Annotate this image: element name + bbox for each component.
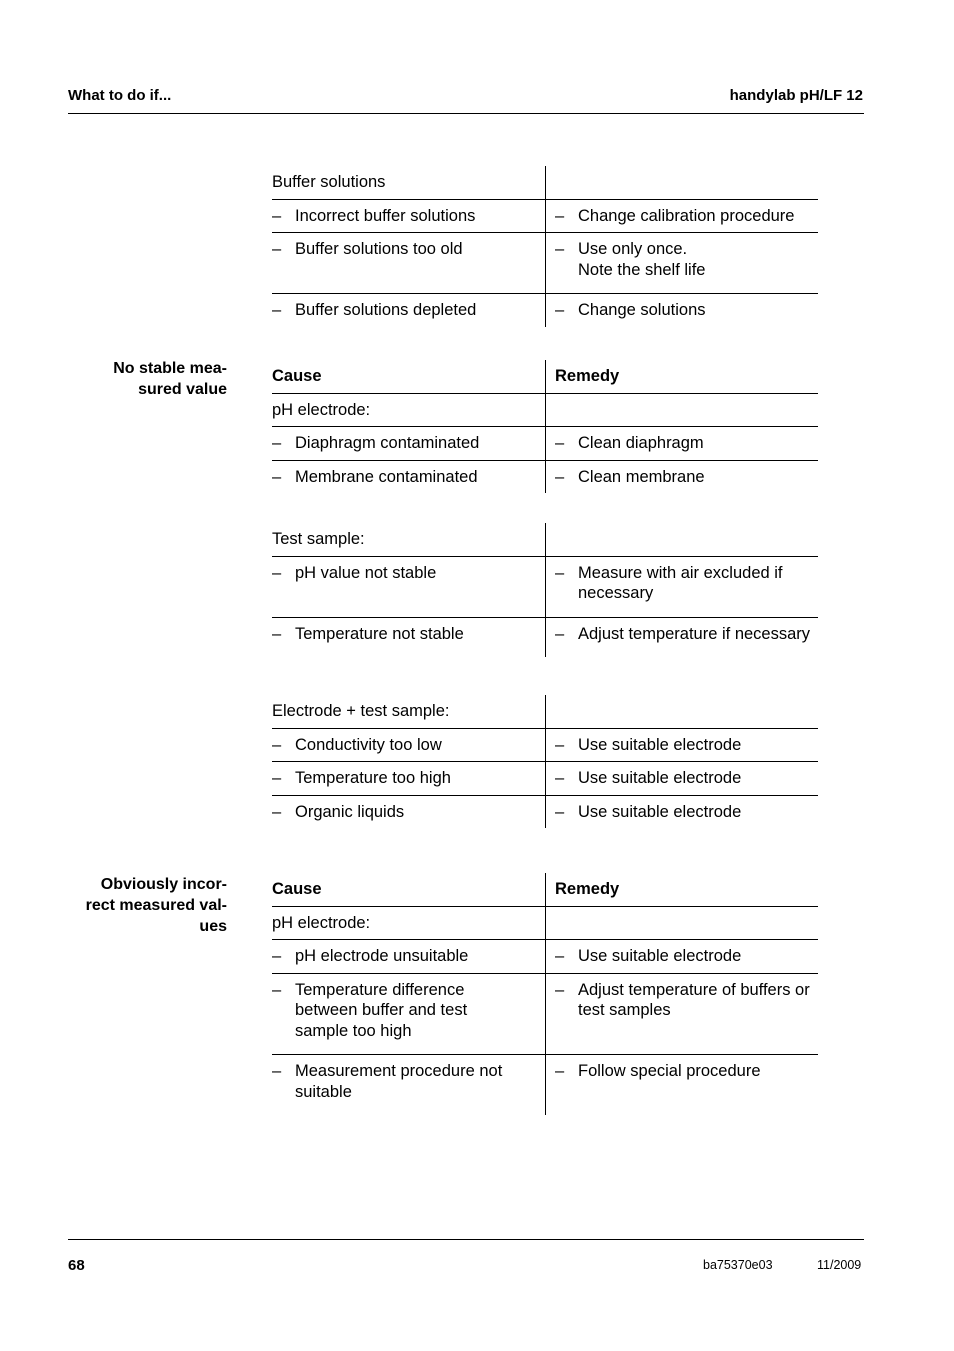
dash: – — [272, 301, 282, 319]
cause-text: Membrane contaminated — [295, 467, 478, 486]
dash: – — [272, 624, 282, 643]
remedy-text: Clean diaphragm — [578, 434, 704, 452]
empty-cell — [545, 523, 818, 556]
incorrect-ph-table — [272, 873, 818, 1115]
table-title-row — [272, 695, 818, 728]
empty-cell — [545, 907, 818, 940]
dash: – — [555, 1062, 565, 1080]
page-number: 68 — [68, 1257, 85, 1274]
table-title: Electrode + test sample: — [272, 702, 450, 720]
footer-rule — [68, 1239, 864, 1240]
empty-cell — [545, 394, 818, 427]
dash: – — [272, 467, 282, 486]
table-header-row — [272, 873, 818, 906]
dash: – — [272, 206, 282, 225]
dash: – — [272, 802, 282, 821]
table-row — [272, 232, 818, 293]
cause-text: Organic liquids — [295, 802, 405, 821]
header-product: handylab pH/LF 12 — [729, 87, 863, 104]
column-header-remedy: Remedy — [545, 873, 818, 906]
cause-text: pH electrode unsuitable — [295, 947, 469, 965]
remedy-text: Use suitable electrode — [578, 947, 742, 965]
table-title: pH electrode: — [272, 913, 371, 932]
remedy-text: Use suitable electrode — [578, 735, 742, 754]
table-row — [272, 939, 818, 973]
dash: – — [272, 947, 282, 965]
dash: – — [555, 802, 565, 821]
dash: – — [272, 769, 282, 787]
cause-text: Temperature not stable — [295, 624, 464, 643]
buffer-table — [272, 166, 818, 327]
table-title-row — [272, 166, 818, 199]
remedy-text: Follow special procedure — [578, 1062, 761, 1080]
remedy-text: Use suitable electrode — [578, 802, 742, 821]
table-title-row — [272, 523, 818, 556]
cause-text: Temperature difference between buffer and test sample too high — [295, 980, 468, 1040]
section-label-no-stable: No stable mea- sured value — [113, 360, 227, 398]
empty-cell — [545, 695, 818, 728]
empty-cell — [545, 166, 818, 199]
dash: – — [555, 206, 565, 225]
dash: – — [555, 735, 565, 754]
cause-text: pH value not stable — [295, 563, 437, 582]
header-rule — [68, 113, 864, 114]
table-title: Buffer solutions — [272, 173, 386, 191]
document-code: ba75370e03 — [703, 1258, 773, 1272]
document-date: 11/2009 — [817, 1258, 862, 1272]
dash: – — [555, 624, 565, 643]
cause-text: Buffer solutions too old — [295, 240, 463, 258]
no-stable-ph-table — [272, 360, 818, 493]
cause-text: Conductivity too low — [295, 735, 442, 754]
cause-text: Temperature too high — [295, 769, 451, 787]
remedy-text: Clean membrane — [578, 467, 705, 486]
remedy-text: Change calibration procedure — [578, 206, 795, 225]
dash: – — [555, 240, 565, 258]
remedy-text: Adjust temperature of buffers or test samples — [578, 980, 810, 1019]
section-label-incorrect: Obviously incor- rect measured val- ues — [85, 876, 227, 935]
cause-text: Buffer solutions depleted — [295, 301, 477, 319]
table-row — [272, 761, 818, 795]
table-row — [272, 795, 818, 829]
cause-text: Measurement procedure not suitable — [295, 1062, 503, 1101]
dash: – — [272, 980, 282, 999]
dash: – — [555, 947, 565, 965]
dash: – — [272, 1062, 282, 1080]
table-row — [272, 556, 818, 617]
dash: – — [555, 467, 565, 486]
table-row — [272, 460, 818, 494]
header-chapter: What to do if... — [68, 87, 172, 104]
table-row — [272, 199, 818, 233]
dash: – — [272, 563, 282, 582]
remedy-text: Use only once. Note the shelf life — [578, 240, 706, 279]
table-row — [272, 973, 818, 1055]
dash: – — [272, 735, 282, 754]
dash: – — [555, 980, 565, 999]
table-title-row — [272, 906, 818, 940]
cause-text: Diaphragm contaminated — [295, 434, 480, 452]
table-row — [272, 617, 818, 658]
remedy-text: Measure with air excluded if necessary — [578, 563, 783, 602]
column-header-cause: Cause — [272, 880, 322, 898]
table-row — [272, 293, 818, 327]
table-title: Test sample: — [272, 530, 365, 548]
dash: – — [555, 563, 565, 582]
table-row — [272, 426, 818, 460]
table-title-row — [272, 393, 818, 427]
dash: – — [555, 769, 565, 787]
no-stable-sample-table — [272, 523, 818, 657]
table-header-row — [272, 360, 818, 393]
remedy-text: Change solutions — [578, 301, 706, 319]
dash: – — [555, 301, 565, 319]
remedy-text: Adjust temperature if necessary — [578, 624, 811, 643]
column-header-remedy: Remedy — [545, 360, 818, 393]
table-title: pH electrode: — [272, 400, 371, 419]
dash: – — [272, 434, 282, 452]
dash: – — [555, 434, 565, 452]
dash: – — [272, 240, 282, 258]
cause-text: Incorrect buffer solutions — [295, 206, 476, 225]
remedy-text: Use suitable electrode — [578, 769, 742, 787]
table-row — [272, 728, 818, 762]
no-stable-electrode-sample-table — [272, 695, 818, 828]
column-header-cause: Cause — [272, 367, 322, 385]
table-row — [272, 1054, 818, 1115]
